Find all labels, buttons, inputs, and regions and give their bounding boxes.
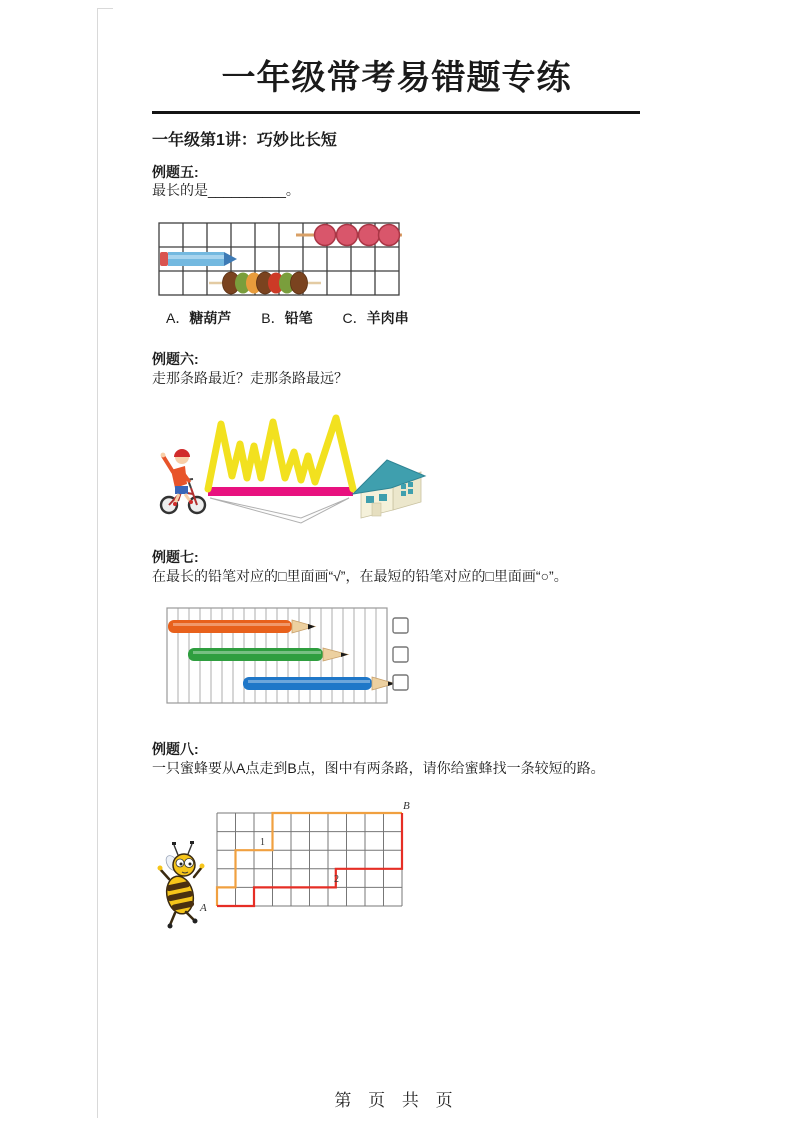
pink-road (208, 487, 353, 496)
answer-checkbox-2[interactable] (393, 647, 408, 662)
zigzag-road (208, 418, 353, 489)
path-2-label: 2 (334, 874, 339, 885)
problem8-question: 一只蜜蜂要从A点走到B点，图中有两条路，请你给蜜蜂找一条较短的路。 (152, 760, 605, 776)
problem8-figure (150, 795, 445, 937)
blue-marker-pencil-icon (160, 252, 237, 266)
problem5-question: 最长的是__________。 (152, 182, 300, 198)
straight-v-road (210, 498, 349, 523)
page-title: 一年级常考易错题专练 (221, 59, 572, 97)
page-edge-line (97, 8, 98, 1118)
answer-checkbox-1[interactable] (393, 618, 408, 633)
problem5-options (166, 308, 435, 328)
problem6-question: 走那条路最近？走那条路最远？ (152, 370, 348, 386)
option-c: C．羊肉串 (342, 310, 409, 326)
problem7-label: 例题七: (152, 549, 199, 565)
section-heading: 一年级第1讲：巧妙比长短 (152, 132, 337, 149)
blue-pencil-icon (243, 677, 395, 690)
page-edge-corner (97, 8, 113, 9)
answer-checkbox-3[interactable] (393, 675, 408, 690)
house-icon (353, 460, 425, 518)
page-footer: 第 页 共 页 (334, 1091, 459, 1110)
option-a: A．糖葫芦 (166, 310, 232, 326)
cyclist-icon (161, 449, 205, 513)
problem7-question: 在最长的铅笔对应的□里面画“√”，在最短的铅笔对应的□里面画“○”。 (152, 568, 568, 584)
tanghulu-icon (296, 225, 402, 246)
option-b: B．铅笔 (261, 310, 313, 326)
problem8-label: 例题八: (152, 741, 199, 757)
skewer-icon (209, 272, 321, 294)
path-1-label: 1 (260, 837, 265, 848)
problem6-figure (155, 410, 427, 528)
path-grid (217, 813, 402, 906)
problem7-figure (165, 605, 415, 707)
green-pencil-icon (188, 648, 348, 661)
problem5-label: 例题五: (152, 164, 199, 180)
problem5-figure (158, 221, 410, 301)
title-divider (152, 111, 640, 114)
problem6-label: 例题六: (152, 351, 199, 367)
point-a-label: A (200, 902, 207, 914)
point-b-label: B (403, 800, 410, 812)
orange-pencil-icon (168, 620, 315, 633)
bee-icon (158, 841, 205, 929)
